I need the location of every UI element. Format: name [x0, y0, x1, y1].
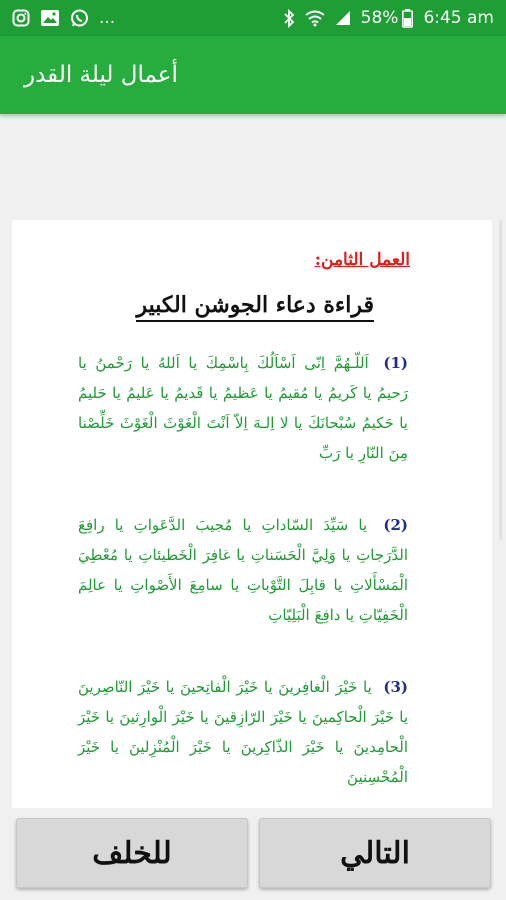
signal-icon — [335, 10, 351, 26]
battery-icon — [402, 9, 413, 28]
instagram-icon — [12, 9, 30, 27]
overflow-indicator: ... — [99, 8, 116, 28]
status-time: 6:45 am — [423, 8, 494, 28]
paragraph-text: يا سَيِّدَ السّاداتِ يا مُجيبَ الدَّعَواتِ يا رافِعَ الدَّرَجاتِ يا وَلِيَّ الْحَسَناتِ يا غافِرَ الْخَطيئاتِ يا مُعْطِيَ الْمَسْأَلاتِ يا قابِلَ التَّوْباتِ يا سامِعَ الأَصْواتِ يا عالِمَ الْخَفِيّاتِ يا دافِعَ الْبَلِيّاتِ — [78, 516, 408, 624]
gallery-icon — [40, 9, 60, 27]
scrollbar[interactable] — [499, 220, 502, 540]
paragraph-number: (1) — [383, 354, 408, 372]
paragraph-text: يا خَيْرَ الْغافِرينَ يا خَيْرَ الْفاتِحينَ يا خَيْرَ النّاصِرينَ يا خَيْرَ الْحاكِمينَ يا خَيْرَ الرّازِقينَ يا خَيْرَ الْوارِثينَ يا خَيْرَ الْحامِدينَ يا خَيْرَ الذّاكِرينَ يا خَيْرَ الْمُنْزِلينَ يا خَيْرَ الْمُحْسِنينَ — [78, 678, 408, 786]
battery-percent: 58% — [360, 8, 399, 28]
status-bar-left — [12, 8, 115, 28]
dua-paragraph — [78, 348, 408, 468]
app-bar — [0, 36, 506, 114]
content-card[interactable] — [12, 220, 492, 808]
bluetooth-icon — [283, 9, 295, 28]
whatsapp-icon — [70, 9, 89, 28]
next-button[interactable]: التالي — [259, 818, 491, 888]
wifi-icon — [305, 10, 325, 27]
app-title: أعمال ليلة القدر — [24, 62, 178, 88]
dua-paragraph — [78, 510, 408, 630]
status-bar — [0, 0, 506, 36]
dua-title: قراءة دعاء الجوشن الكبير — [136, 292, 374, 322]
status-bar-right — [283, 8, 494, 28]
section-label: العمل الثامن: — [314, 250, 410, 270]
paragraph-number: (3) — [383, 678, 408, 696]
back-button[interactable]: للخلف — [16, 818, 248, 888]
dua-paragraph — [78, 672, 408, 792]
paragraph-text: اَللّـهُمَّ اِنّى اَسْاَلُكَ بِاسْمِكَ يا اَللهُ يا رَحْمنُ يا رَحيمُ يا كَريمُ يا مُقيمُ يا عَظيمُ يا قَديمُ يا عَليمُ يا حَليمُ يا حَكيمُ سُبْحانَكَ يا لا اِلـهَ اِلاّ اَنْتَ الْغَوْثَ الْغَوْثَ خَلِّصْنا مِنَ النّارِ يا رَبِّ — [78, 354, 408, 462]
battery-indicator — [361, 8, 414, 28]
paragraph-number: (2) — [383, 516, 408, 534]
